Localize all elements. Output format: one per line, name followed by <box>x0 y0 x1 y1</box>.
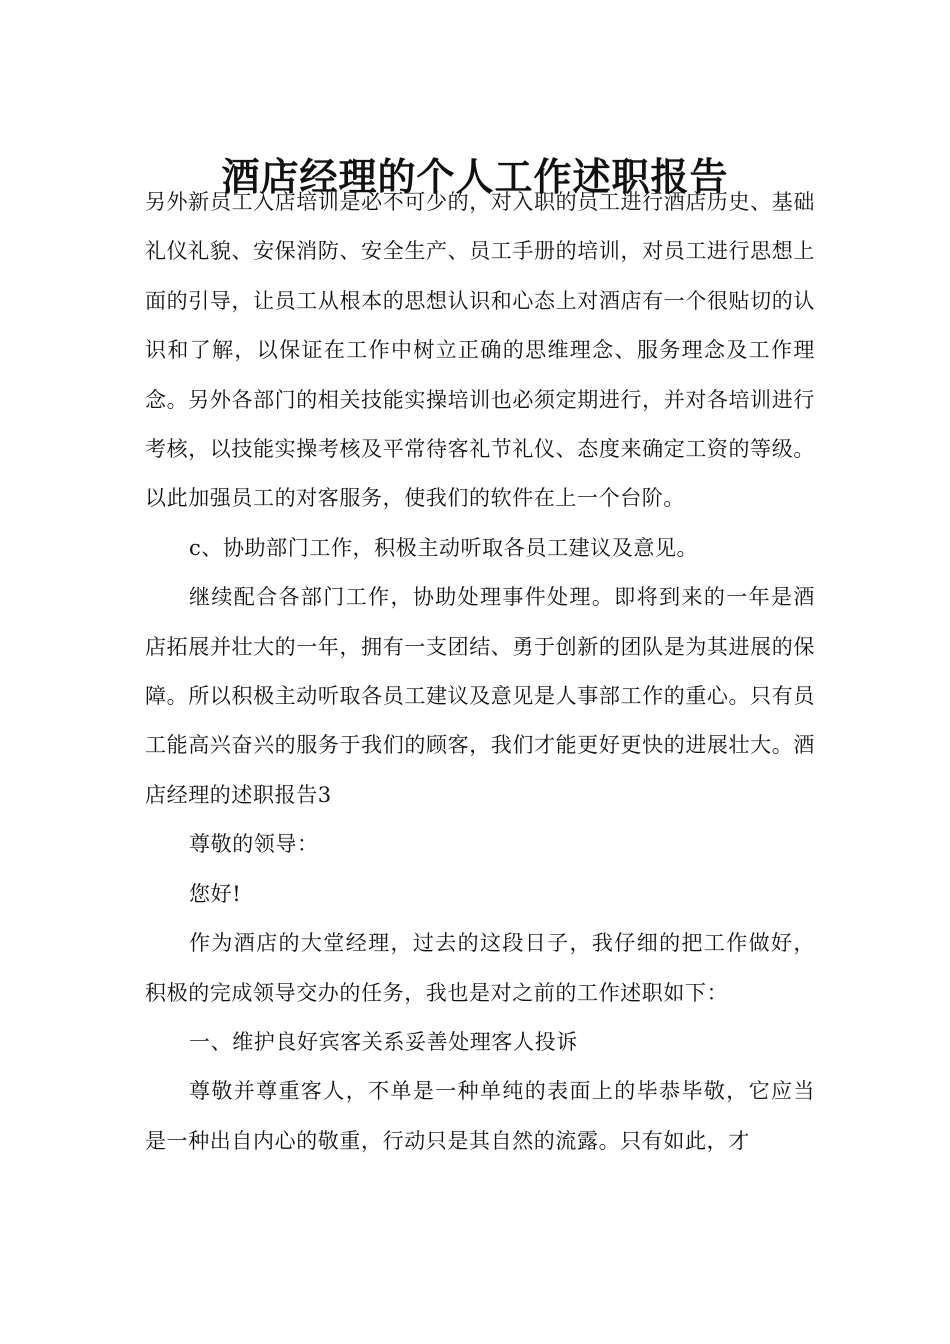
paragraph-training: 另外新员工入店培训是必不可少的，对入职的员工进行酒店历史、基础礼仪礼貌、安保消防、安全生产、员工手册的培训，对员工进行思想上面的引导，让员工从根本的思想认识和心态上对酒店有一个很贴切的认识和了解，以保证在工作中树立正确的思维理念、服务理念及工作理念。另外各部门的相关技能实操培训也必须定期进行，并对各培训进行考核，以技能实操考核及平常待客礼节礼仪、态度来确定工资的等级。以此加强员工的对客服务，使我们的软件在上一个台阶。 <box>145 190 815 511</box>
document-body <box>145 178 815 1166</box>
paragraph-intro: 作为酒店的大堂经理，过去的这段日子，我仔细的把工作做好，积极的完成领导交办的任务，我也是对之前的工作述职如下： <box>145 931 815 1005</box>
paragraph-salutation: 尊敬的领导： <box>189 832 319 857</box>
paragraph-respect: 尊敬并尊重客人，不单是一种单纯的表面上的毕恭毕敬，它应当是一种出自内心的敬重，行动只是其自然的流露。只有如此，才 <box>145 1079 815 1153</box>
paragraph-section-c: c、协助部门工作，积极主动听取各员工建议及意见。 <box>189 535 699 560</box>
document-title: 酒店经理的个人工作述职报告 <box>221 155 729 200</box>
paragraph-section-heading: 一、维护良好宾客关系妥善处理客人投诉 <box>189 1029 578 1054</box>
paragraph-greeting: 您好! <box>189 881 242 906</box>
paragraph-cooperation: 继续配合各部门工作，协助处理事件处理。即将到来的一年是酒店拓展并壮大的一年，拥有一支团结、勇于创新的团队是为其进展的保障。所以积极主动听取各员工建议及意见是人事部工作的重心。只有员工能高兴奋兴的服务于我们的顾客，我们才能更好更快的进展壮大。酒店经理的述职报告3 <box>145 585 815 807</box>
